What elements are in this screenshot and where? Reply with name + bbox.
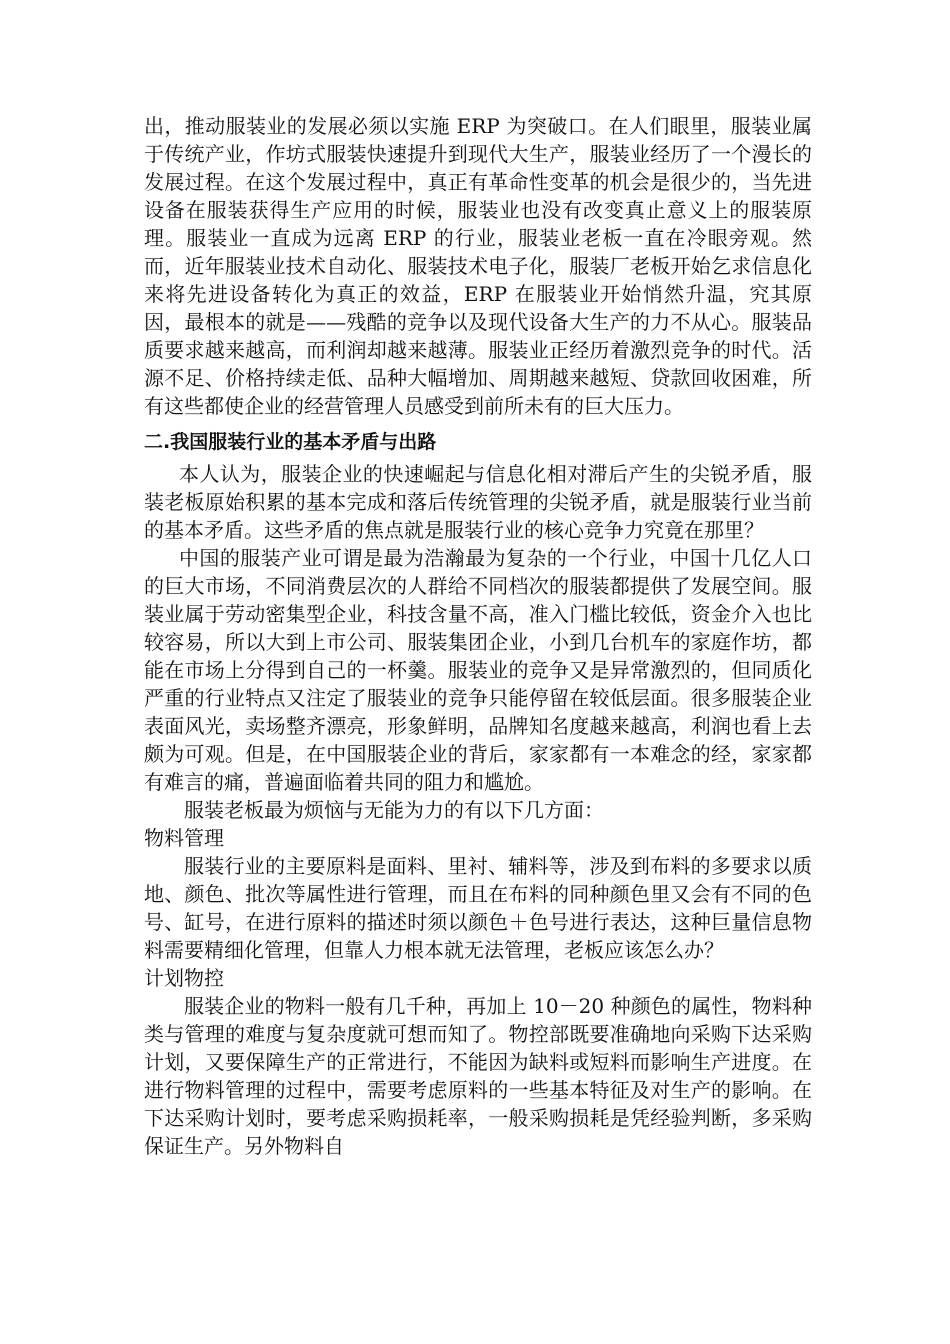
section-heading: 二.我国服装行业的基本矛盾与出路	[144, 431, 437, 453]
paragraph-planning-control: 服装企业的物料一般有几千种，再加上 10－20 种颜色的属性，物料种类与管理的难度与复杂度就可想而知了。物控部既要准确地向采购下达采购计划，又要保障生产的正常进行，不能因为缺料或短料而影响生产进度。在进行物料管理的过程中，需要考虑原料的一些基本特征及对生产的影响。在下达采购计划时，要考虑采购损耗率，一般采购损耗是凭经验判断，多采购保证生产。另外物料自	[144, 994, 812, 1158]
subheading-material-management: 物料管理	[144, 826, 224, 850]
paragraph-industry-overview: 中国的服装产业可谓是最为浩瀚最为复杂的一个行业，中国十几亿人口的巨大市场，不同消费层次的人群给不同档次的服装都提供了发展空间。服装业属于劳动密集型企业，科技含量不高，准入门槛比较低，资金介入也比较容易，所以大到上市公司、服装集团企业，小到几台机车的家庭作坊，都能在市场上分得到自己的一杯羹。服装业的竞争又是异常激烈的，但同质化严重的行业特点又注定了服装业的竞争只能停留在较低层面。很多服装企业表面风光，卖场整齐漂亮，形象鲜明，品牌知名度越来越高，利润也看上去颇为可观。但是，在中国服装企业的背后，家家都有一本难念的经，家家都有难言的痛，普遍面临着共同的阻力和尴尬。	[144, 546, 812, 794]
document-page	[144, 112, 812, 1160]
subheading-planning-control: 计划物控	[144, 966, 224, 990]
paragraph-boss-concerns: 服装老板最为烦恼与无能为力的有以下几方面：	[184, 798, 604, 822]
paragraph-intro: 出，推动服装业的发展必须以实施 ERP 为突破口。在人们眼里，服装业属于传统产业，作坊式服装快速提升到现代大生产，服装业经历了一个漫长的发展过程。在这个发展过程中，真正有革命性变革的机会是很少的，当先进设备在服装获得生产应用的时候，服装业也没有改变真止意义上的服装原理。服装业一直成为远离 ERP 的行业，服装业老板一直在冷眼旁观。然而，近年服装业技术自动化、服装技术电子化，服装厂老板开始乞求信息化来将先进设备转化为真正的效益，ERP 在服装业开始悄然升温，究其原因，最根本的就是——残酷的竞争以及现代设备大生产的力不从心。服装品质要求越来越高，而利润却越来越薄。服装业正经历着激烈竞争的时代。活源不足、价格持续走低、品种大幅增加、周期越来越短、贷款回收困难，所有这些都使企业的经营管理人员感受到前所未有的巨大压力。	[144, 114, 812, 418]
paragraph-material-management: 服装行业的主要原料是面料、里衬、辅料等，涉及到布料的多要求以质地、颜色、批次等属性进行管理，而且在布料的同种颜色里又会有不同的色号、缸号，在进行原料的描述时须以颜色＋色号进行表达，这种巨量信息物料需要精细化管理，但靠人力根本就无法管理，老板应该怎么办？	[144, 854, 812, 962]
paragraph-basic-contradiction: 本人认为，服装企业的快速崛起与信息化相对滞后产生的尖锐矛盾，服装老板原始积累的基本完成和落后传统管理的尖锐矛盾，就是服装行业当前的基本矛盾。这些矛盾的焦点就是服装行业的核心竞争力究竟在那里？	[144, 462, 812, 542]
